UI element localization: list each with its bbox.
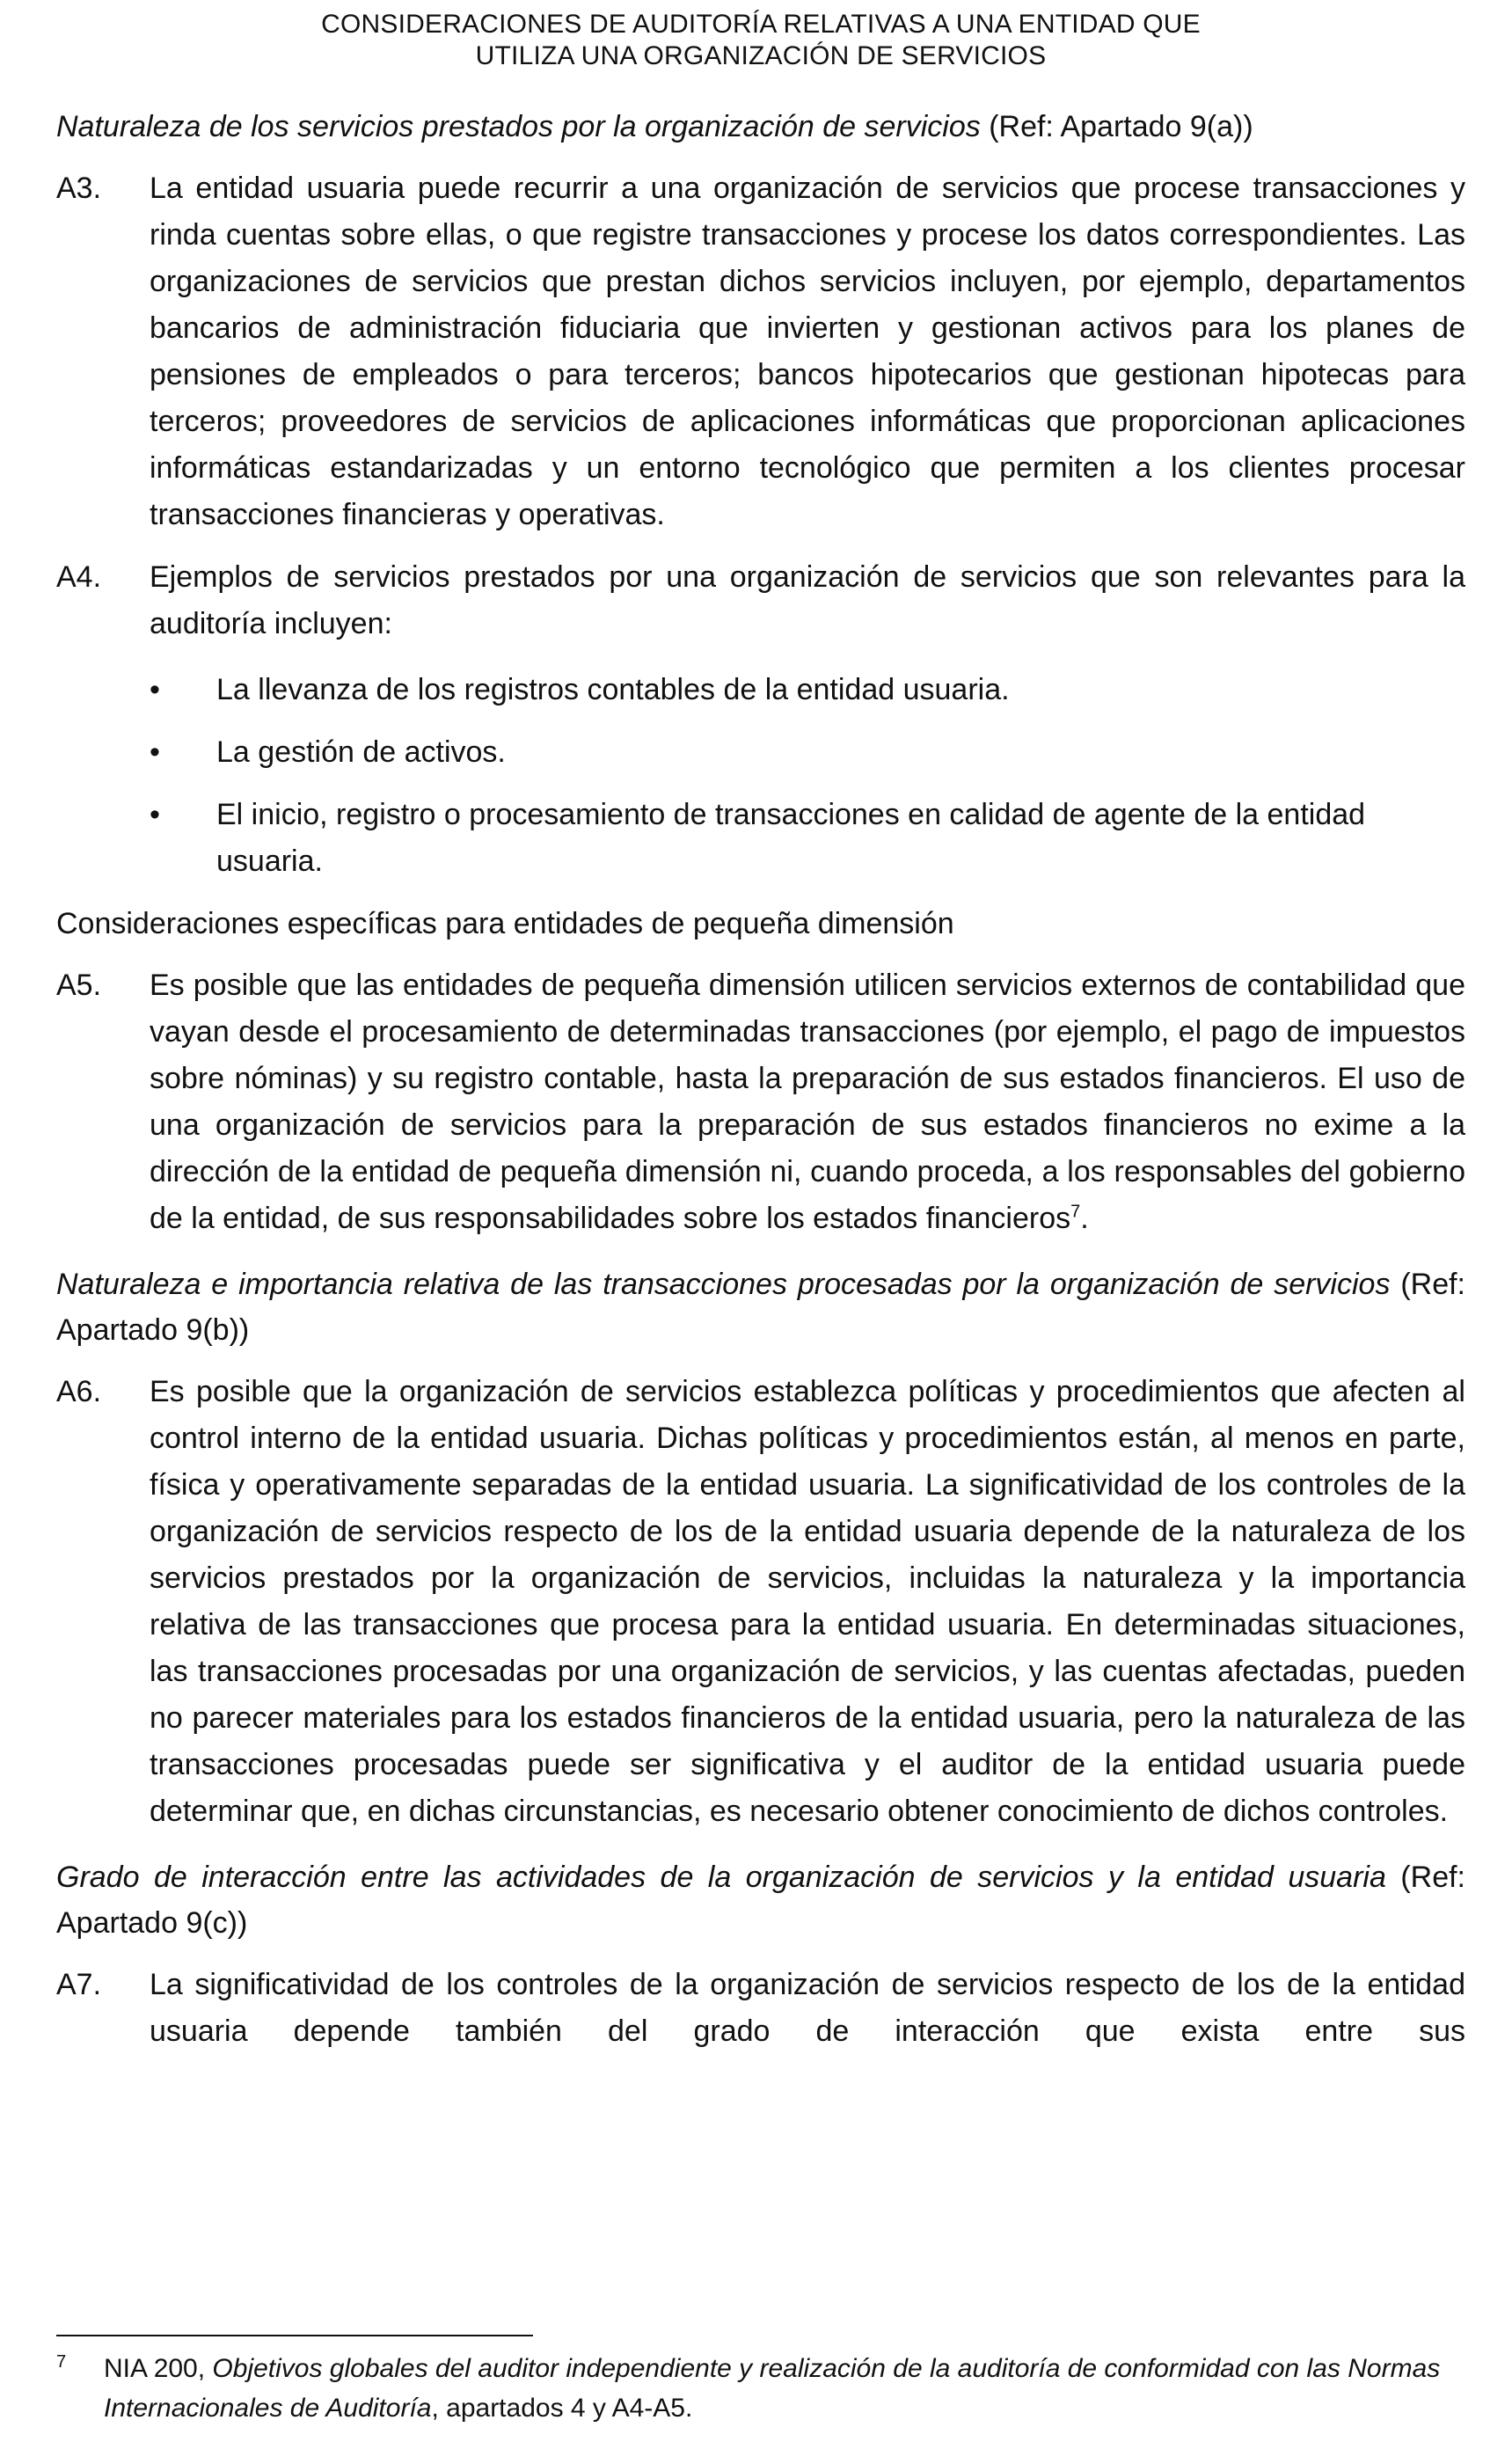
footnote-number: 7	[56, 2352, 67, 2372]
header-line-2: UTILIZA UNA ORGANIZACIÓN DE SERVICIOS	[475, 41, 1047, 70]
bullet-icon: •	[150, 673, 160, 706]
footnote-text: NIA 200, Objetivos globales del auditor independiente y realización de la auditoría de conformidad con las Normas Internacionales de Auditoría, apartados 4 y A4-A5.	[104, 2354, 1441, 2423]
document-page	[56, 0, 1466, 2423]
footnote	[56, 2349, 1465, 2428]
paragraph-number: A4.	[56, 560, 102, 594]
paragraph-number: A5.	[56, 969, 102, 1002]
paragraph-a7	[56, 1962, 1465, 2055]
paragraph-number: A3.	[56, 172, 102, 205]
paragraph-number: A6.	[56, 1375, 102, 1408]
bullet-icon: •	[150, 735, 160, 769]
paragraph-a3	[56, 165, 1465, 538]
paragraph-text: La significatividad de los controles de la organización de servicios respecto de los de la entidad usuaria depende también del grado de interacción que exista entre sus	[150, 1968, 1465, 2048]
running-header	[56, 9, 1465, 72]
footnote-reference: 7	[1070, 1202, 1081, 1222]
paragraph-text: Es posible que las entidades de pequeña dimensión utilicen servicios externos de contabilidad que vayan desde el procesamiento de determinadas transacciones (por ejemplo, el pago de impuestos sobre nóminas) y su registro contable, hasta la preparación de sus estados financieros. El uso de una organización de servicios para la preparación de sus estados financieros no exime a la dirección de la entidad de pequeña dimensión ni, cuando proceda, a los responsables del gobierno de la entidad, de sus responsabilidades sobre los estados financieros$^7$.	[150, 969, 1465, 1235]
paragraph-text: Es posible que la organización de servicios establezca políticas y procedimientos que afecten al control interno de la entidad usuaria. Dichas políticas y procedimientos están, al menos en parte, física y operativamente separadas de la entidad usuaria. La significatividad de los controles de la organización de servicios respecto de los de la entidad usuaria depende de la naturaleza de los servicios prestados por la organización de servicios, incluidas la naturaleza y la importancia relativa de las transacciones que procesa para la entidad usuaria. En determinadas situaciones, las transacciones procesadas por una organización de servicios, y las cuentas afectadas, pueden no parecer materiales para los estados financieros de la entidad usuaria, pero la naturaleza de las transacciones procesadas puede ser significativa y el auditor de la entidad usuaria puede determinar que, en dichas circunstancias, es necesario obtener conocimiento de dichos controles.	[150, 1375, 1465, 1828]
header-line-1: CONSIDERACIONES DE AUDITORÍA RELATIVAS A UNA ENTIDAD QUE	[321, 10, 1201, 39]
paragraph-text: Ejemplos de servicios prestados por una organización de servicios que son relevantes para la auditoría incluyen:	[150, 560, 1465, 640]
section-heading-small-entities: Consideraciones específicas para entidades de pequeña dimensión	[56, 907, 954, 940]
section-heading-nature-services: Naturaleza de los servicios prestados por la organización de servicios (Ref: Apartado 9(a))	[56, 110, 1253, 143]
list-item: • La llevanza de los registros contables de la entidad usuaria.	[150, 667, 1465, 713]
footnote-divider	[56, 2335, 533, 2336]
list-item: • La gestión de activos.	[150, 729, 1465, 776]
paragraph-text: La entidad usuaria puede recurrir a una organización de servicios que procese transacciones y rinda cuentas sobre ellas, o que registre transacciones y procese los datos correspondientes. Las organizaciones de servicios que prestan dichos servicios incluyen, por ejemplo, departamentos bancarios de administración fiduciaria que invierten y gestionan activos para los planes de pensiones de empleados o para terceros; bancos hipotecarios que gestionan hipotecas para terceros; proveedores de servicios de aplicaciones informáticas que proporcionan aplicaciones informáticas estandarizadas y un entorno tecnológico que permiten a los clientes procesar transacciones financieras y operativas.	[150, 172, 1465, 531]
bullet-icon: •	[150, 798, 160, 831]
a4-bullet-list	[56, 667, 1465, 885]
paragraph-a4	[56, 554, 1465, 647]
section-heading-materiality: Naturaleza e importancia relativa de las transacciones procesadas por la organización de servicios (Ref: Apartado 9(b))	[56, 1268, 1466, 1347]
paragraph-number: A7.	[56, 1968, 102, 2001]
list-item: • El inicio, registro o procesamiento de transacciones en calidad de agente de la entidad usuaria.	[150, 792, 1465, 885]
paragraph-a5	[56, 962, 1465, 1242]
section-heading-interaction: Grado de interacción entre las actividades de la organización de servicios y la entidad usuaria (Ref: Apartado 9(c))	[56, 1861, 1465, 1940]
paragraph-a6	[56, 1369, 1465, 1835]
